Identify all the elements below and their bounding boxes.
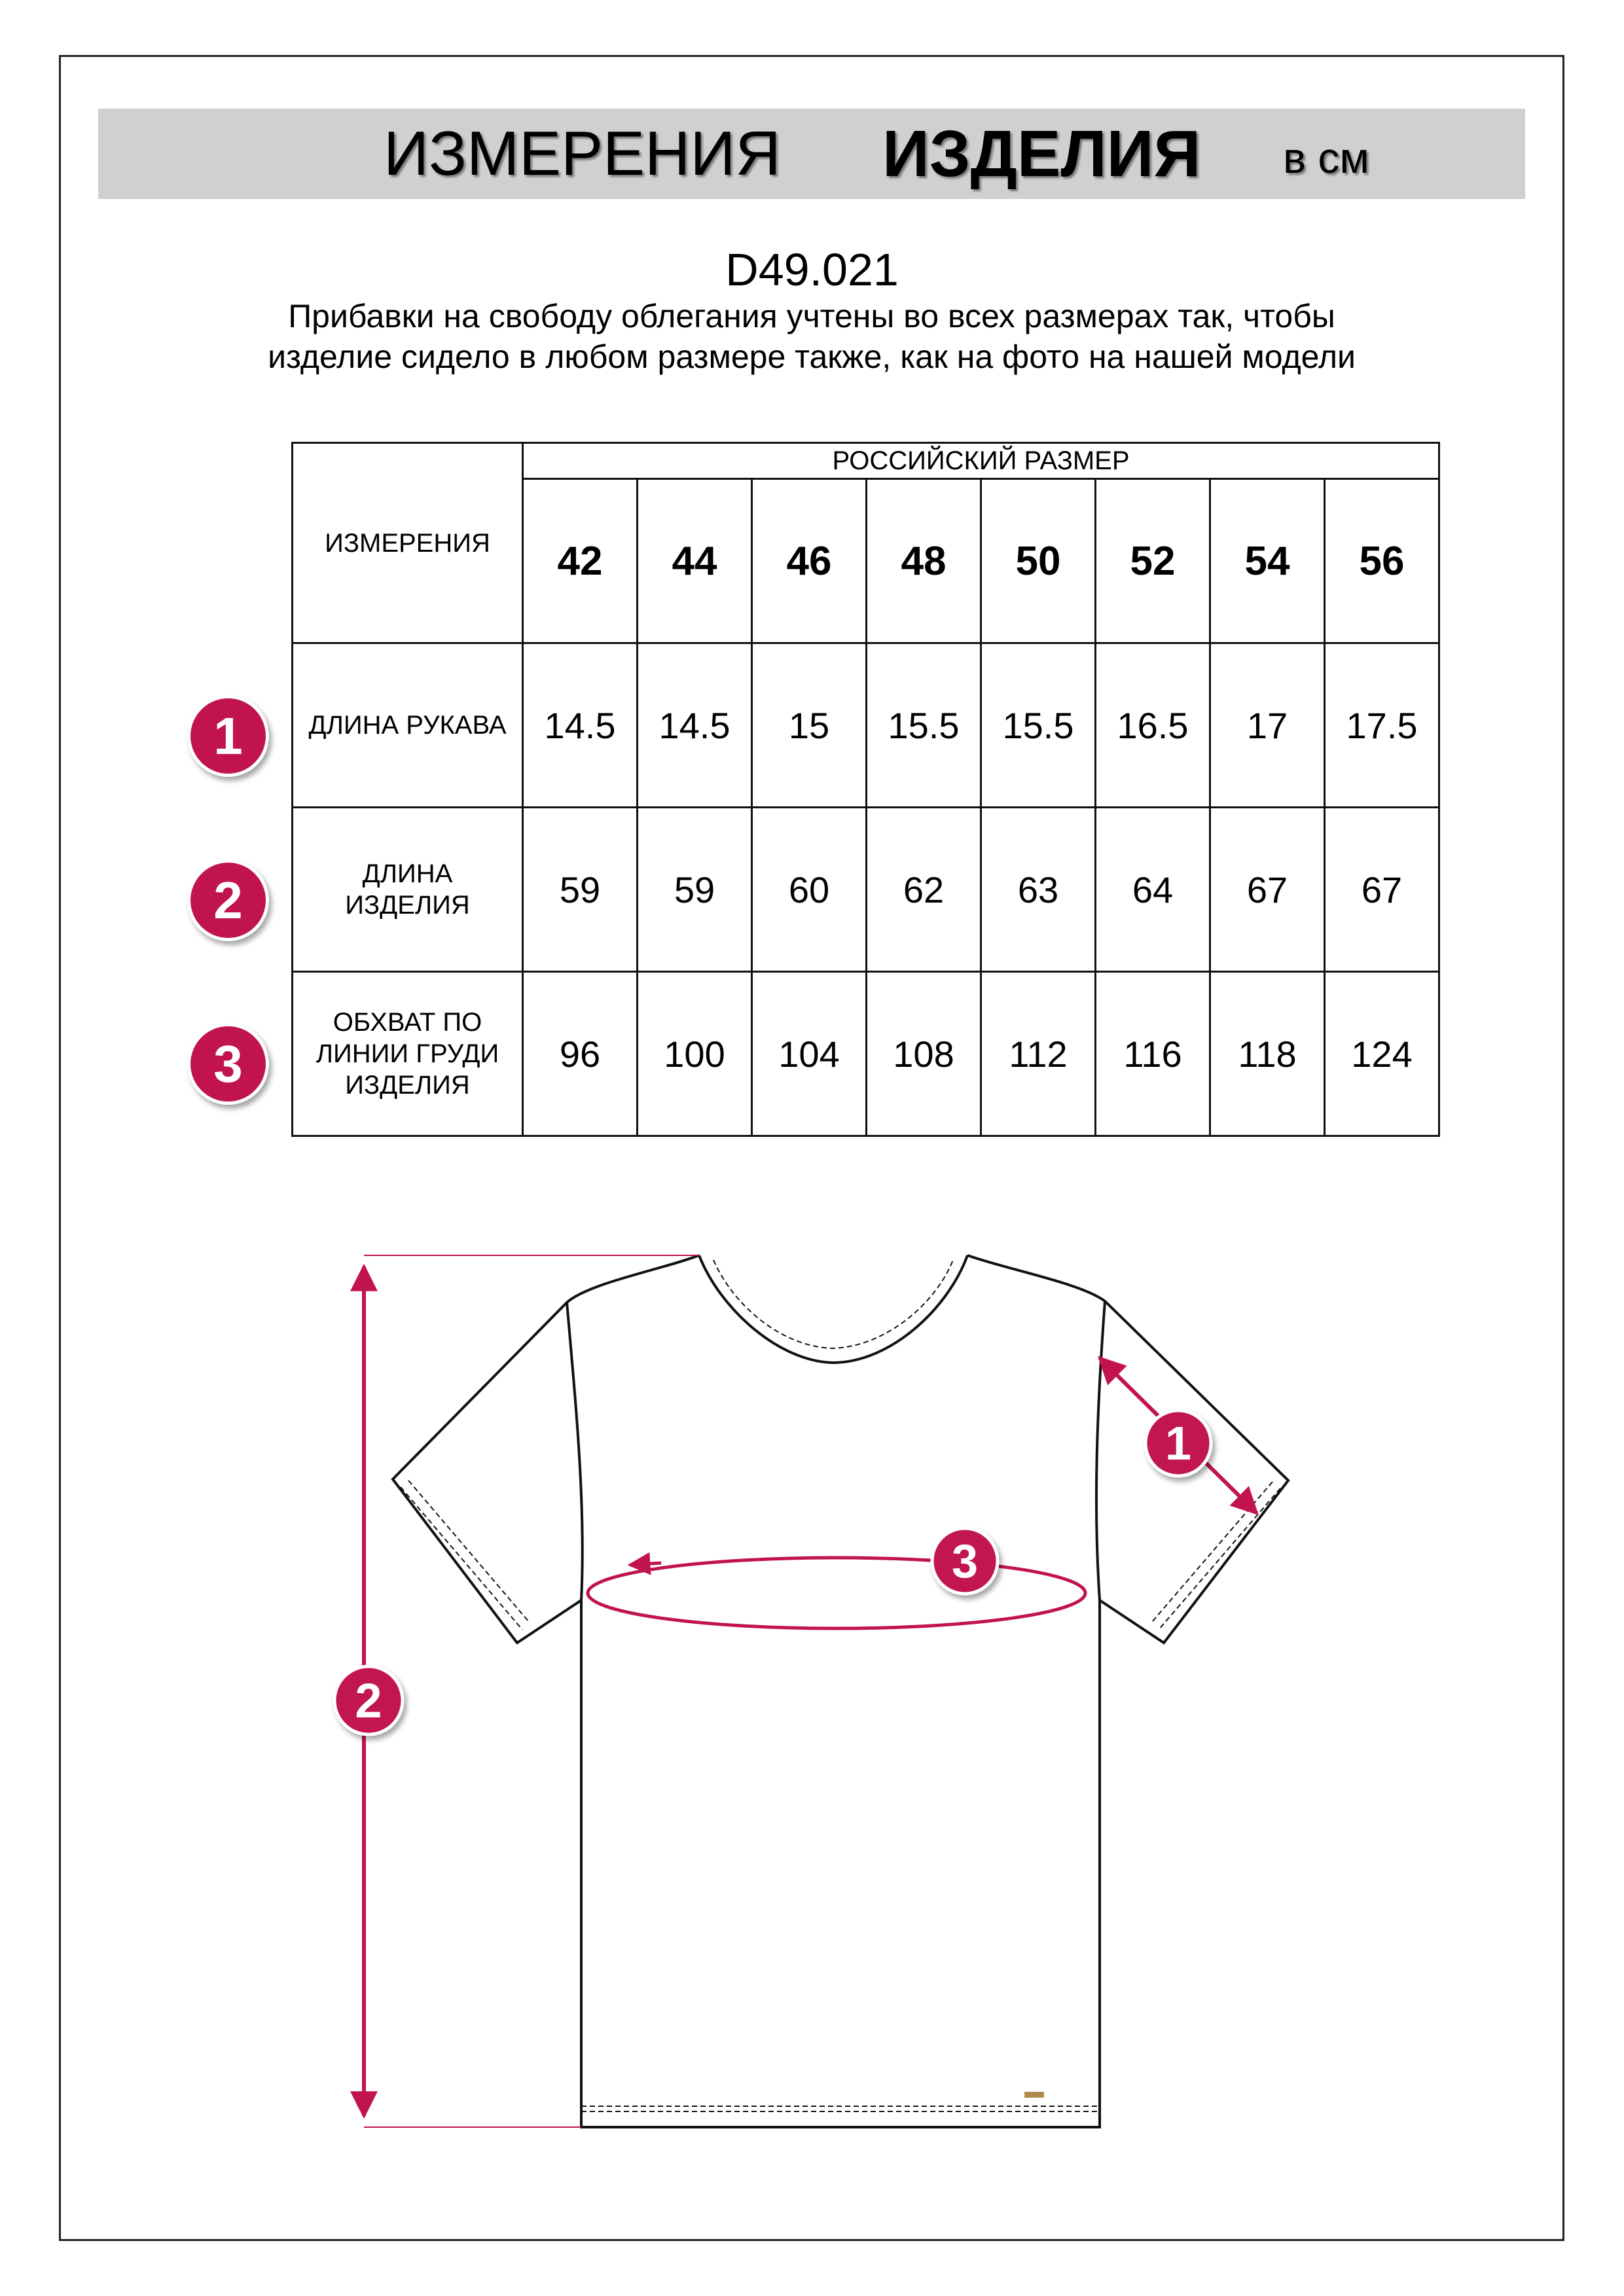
row-badge-3: 3 xyxy=(187,1023,269,1105)
stitching xyxy=(401,1260,1280,2111)
chest-ellipse xyxy=(588,1558,1085,1628)
title-product: ИЗДЕЛИЯ xyxy=(882,117,1201,190)
brand-label xyxy=(1024,2092,1044,2098)
table-cell: 104 xyxy=(752,972,867,1136)
article-number: D49.021 xyxy=(725,244,899,295)
table-cell: 15 xyxy=(752,643,867,808)
row-label-chest: ОБХВАТ ПО ЛИНИИ ГРУДИ ИЗДЕЛИЯ xyxy=(293,972,523,1136)
table-cell: 15.5 xyxy=(981,643,1096,808)
table-cell: 14.5 xyxy=(523,643,638,808)
svg-text:3: 3 xyxy=(951,1535,979,1588)
row-label-length: ДЛИНА ИЗДЕЛИЯ xyxy=(293,808,523,972)
table-cell: 63 xyxy=(981,808,1096,972)
table-cell: 67 xyxy=(1325,808,1439,972)
fit-note: Прибавки на свободу облегания учтены во всех размерах так, чтобы изделие сидело в любом размере также, как на фото на нашей модели xyxy=(268,298,1356,375)
title-measurements: ИЗМЕРЕНИЯ xyxy=(384,118,781,188)
size-group-header: РОССИЙСКИЙ РАЗМЕР xyxy=(523,443,1439,479)
size-header: 48 xyxy=(867,479,981,643)
table-cell: 17.5 xyxy=(1325,643,1439,808)
table-cell: 96 xyxy=(523,972,638,1136)
table-cell: 116 xyxy=(1096,972,1210,1136)
table-cell: 15.5 xyxy=(867,643,981,808)
size-header: 42 xyxy=(523,479,638,643)
size-header: 54 xyxy=(1210,479,1325,643)
svg-text:1: 1 xyxy=(1164,1418,1192,1470)
table-cell: 14.5 xyxy=(638,643,752,808)
diagram-marker-3 xyxy=(932,1528,998,1594)
tshirt-outline xyxy=(393,1255,1288,2127)
measure-header: ИЗМЕРЕНИЯ xyxy=(293,443,523,643)
svg-text:2: 2 xyxy=(355,1674,382,1728)
size-header: 46 xyxy=(752,479,867,643)
table-cell: 67 xyxy=(1210,808,1325,972)
table-cell: 64 xyxy=(1096,808,1210,972)
table-cell: 118 xyxy=(1210,972,1325,1136)
size-header: 50 xyxy=(981,479,1096,643)
table-cell: 16.5 xyxy=(1096,643,1210,808)
table-cell: 17 xyxy=(1210,643,1325,808)
size-header: 44 xyxy=(638,479,752,643)
row-badge-1: 1 xyxy=(187,695,269,777)
table-cell: 100 xyxy=(638,972,752,1136)
size-header: 52 xyxy=(1096,479,1210,643)
table-cell: 59 xyxy=(638,808,752,972)
table-cell: 124 xyxy=(1325,972,1439,1136)
table-cell: 59 xyxy=(523,808,638,972)
table-cell: 108 xyxy=(867,972,981,1136)
table-cell: 112 xyxy=(981,972,1096,1136)
diagram-marker-2 xyxy=(334,1666,403,1734)
measurement-guides xyxy=(364,1255,1257,2127)
table-cell: 62 xyxy=(867,808,981,972)
diagram-marker-1 xyxy=(1146,1410,1211,1476)
chest-arrow xyxy=(630,1563,661,1565)
row-badge-2: 2 xyxy=(187,859,269,941)
row-label-sleeve: ДЛИНА РУКАВА xyxy=(293,643,523,808)
table-cell: 60 xyxy=(752,808,867,972)
size-header: 56 xyxy=(1325,479,1439,643)
title-unit: в см xyxy=(1283,134,1369,182)
